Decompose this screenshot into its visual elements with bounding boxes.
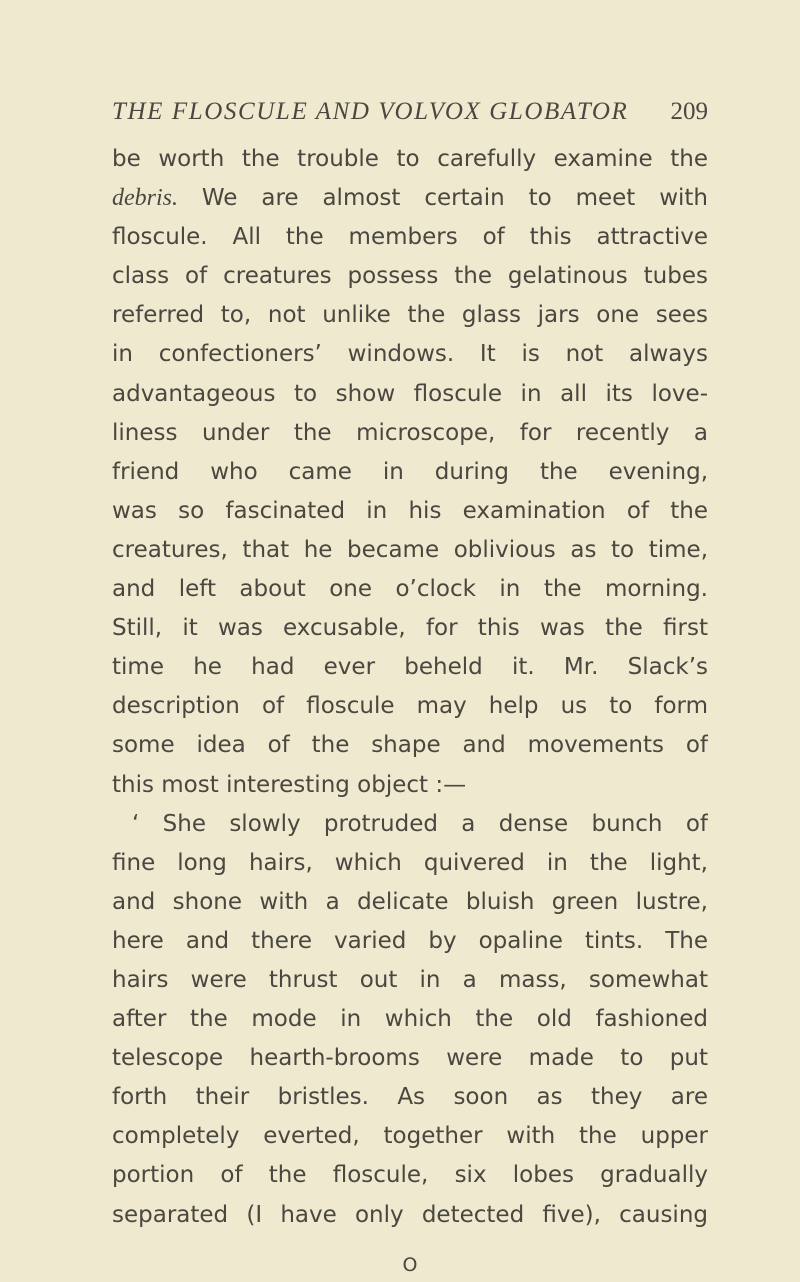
text-line: separated (I have only detected five), causing (112, 1201, 708, 1228)
text-line: referred to, not unlike the glass jars one sees (112, 302, 708, 329)
text-line: after the mode in which the old fashioned (112, 1006, 708, 1033)
signature-mark: O (402, 1254, 418, 1276)
text-line: some idea of the shape and movements of (112, 732, 708, 759)
text-line: floscule. All the members of this attractive (112, 224, 708, 251)
text-line: telescope hearth-brooms were made to put (112, 1045, 708, 1072)
text-line: be worth the trouble to carefully examine the (112, 146, 708, 172)
text-line: in confectioners’ windows. It is not always (112, 341, 708, 368)
text-line: was so fascinated in his examination of the (112, 497, 708, 524)
text-line: liness under the microscope, for recently a (112, 419, 708, 446)
text-line-rest: We are almost certain to meet with (178, 185, 708, 212)
text-line: time he had ever beheld it. Mr. Slack’s (112, 654, 708, 681)
text-line: hairs were thrust out in a mass, somewhat (112, 966, 708, 993)
text-line: portion of the floscule, six lobes gradually (112, 1162, 708, 1189)
page-number: 209 (670, 98, 708, 125)
chapter-title: THE FLOSCULE AND VOLVOX GLOBATOR (112, 98, 629, 125)
text-line: this most interesting object :— (112, 771, 467, 798)
text-line: here and there varied by opaline tints. The (112, 927, 708, 954)
footer (112, 0, 708, 1282)
text-line: and left about one o’clock in the morning. (112, 576, 708, 603)
italic-word: debris. (112, 185, 178, 212)
text-line: class of creatures possess the gelatinous tubes (112, 263, 708, 290)
text-line: and shone with a delicate bluish green lustre, (112, 888, 708, 915)
text-line: forth their bristles. As soon as they are (112, 1084, 708, 1111)
text-line: friend who came in during the evening, (112, 458, 708, 485)
text-line: ‘ She slowly protruded a dense bunch of (132, 810, 708, 837)
text-line: advantageous to show floscule in all its love- (112, 380, 708, 407)
text-line: completely everted, together with the upper (112, 1123, 708, 1150)
text-line: fine long hairs, which quivered in the light, (112, 849, 708, 876)
text-line: creatures, that he became oblivious as to time, (112, 536, 708, 563)
text-line: description of floscule may help us to form (112, 693, 708, 720)
text-line: Still, it was excusable, for this was the first (112, 615, 708, 642)
